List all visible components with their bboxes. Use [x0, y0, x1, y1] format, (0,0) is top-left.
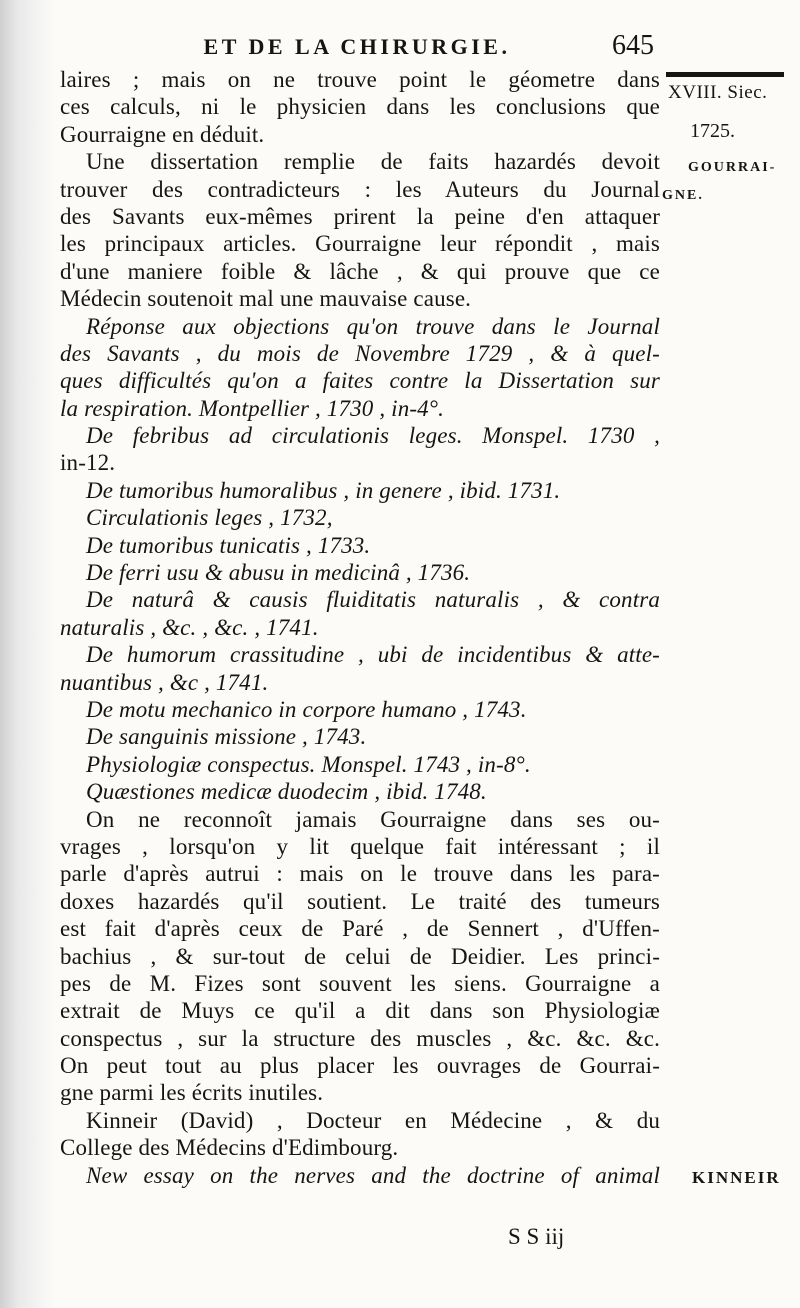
margin-note-century: XVIII. Siec.: [668, 82, 768, 103]
text-line: De naturâ & causis fluiditatis naturalis , & contra: [86, 587, 660, 613]
text-line: bachius , & sur-tout de celui de Deidier. Les princi-: [60, 943, 660, 969]
text-line: Physiologiæ conspectus. Monspel. 1743 , in-8°.: [86, 751, 531, 777]
text-line: Réponse aux objections qu'on trouve dans le Journal: [86, 313, 660, 339]
text-line: extrait de Muys ce qu'il a dit dans son Physiologiæ: [60, 998, 660, 1024]
text-line: Une dissertation remplie de faits hazardés devoit: [86, 149, 660, 175]
text-line: Gourraigne en déduit.: [60, 121, 265, 147]
text-line: New essay on the nerves and the doctrine of animal: [86, 1162, 660, 1188]
margin-note-author-kinneir: KINNEIR: [692, 1168, 781, 1187]
text-line: De motu mechanico in corpore humano , 1743.: [86, 696, 527, 722]
signature-mark: S S iij: [508, 1224, 565, 1249]
text-line: parle d'après autrui : mais on le trouve dans les para-: [60, 861, 660, 887]
text-line: Quæstiones medicæ duodecim , ibid. 1748.: [86, 779, 487, 805]
text-line: De humorum crassitudine , ubi de incidentibus & atte-: [86, 642, 660, 668]
text-line: laires ; mais on ne trouve point le géometre dans: [60, 67, 660, 92]
text-line: la respiration. Montpellier , 1730 , in-4°.: [60, 395, 445, 421]
text-line: est fait d'après ceux de Paré , de Sennert , d'Uffen-: [60, 916, 660, 942]
text-line: On peut tout au plus placer les ouvrages de Gourrai-: [60, 1053, 660, 1079]
text-line: De tumoribus tunicatis , 1733.: [86, 532, 371, 558]
text-line: Kinneir (David) , Docteur en Médecine , & du: [86, 1107, 660, 1133]
text-line: On ne reconnoît jamais Gourraigne dans ses ou-: [86, 806, 660, 832]
text-line: Médecin soutenoit mal une mauvaise cause.: [60, 286, 472, 312]
text-line: gne parmi les écrits inutiles.: [60, 1080, 324, 1106]
text-line: pes de M. Fizes sont souvent les siens. Gourraigne a: [60, 970, 660, 996]
text-line: des Savants eux-mêmes prirent la peine d'en attaquer: [60, 203, 660, 229]
text-line: in-12.: [60, 450, 116, 476]
text-line: d'une maniere foible & lâche , & qui prouve que ce: [60, 258, 660, 284]
margin-rule: [666, 72, 784, 77]
text-line: doxes hazardés qu'il soutient. Le traité des tumeurs: [60, 888, 660, 914]
text-line: des Savants , du mois de Novembre 1729 , & à quel-: [60, 340, 660, 366]
text-line: trouver des contradicteurs : les Auteurs du Journal: [60, 176, 660, 202]
text-line: College des Médecins d'Edimbourg.: [60, 1135, 399, 1161]
text-line: conspectus , sur la structure des muscles , &c. &c. &c.: [60, 1025, 660, 1051]
text-line: vrages , lorsqu'on y lit quelque fait intéressant ; il: [60, 833, 660, 859]
text-line: Circulationis leges , 1732,: [86, 505, 333, 531]
text-line: les principaux articles. Gourraigne leur répondit , mais: [60, 231, 660, 257]
running-head-title: ET DE LA CHIRURGIE.: [203, 34, 511, 59]
margin-note-author-gourraigne-part2: GNE.: [662, 188, 704, 203]
text-line: De febribus ad circulationis leges. Monspel. 1730 ,: [86, 423, 660, 449]
text-line: naturalis , &c. , &c. , 1741.: [60, 614, 319, 640]
text-line: De ferri usu & abusu in medicinâ , 1736.: [86, 560, 471, 586]
margin-note-year: 1725.: [690, 120, 735, 142]
text-line: nuantibus , &c , 1741.: [60, 669, 269, 695]
page-number: 645: [612, 30, 654, 61]
text-line: ques difficultés qu'on a faites contre la Dissertation sur: [60, 368, 660, 394]
text-line: ces calculs, ni le physicien dans les conclusions que: [60, 94, 660, 120]
text-line: De sanguinis missione , 1743.: [86, 724, 367, 750]
text-line: De tumoribus humoralibus , in genere , ibid. 1731.: [86, 477, 561, 503]
body-text: [60, 66, 660, 1189]
margin-note-author-gourraigne-part1: GOURRAI-: [688, 160, 777, 175]
